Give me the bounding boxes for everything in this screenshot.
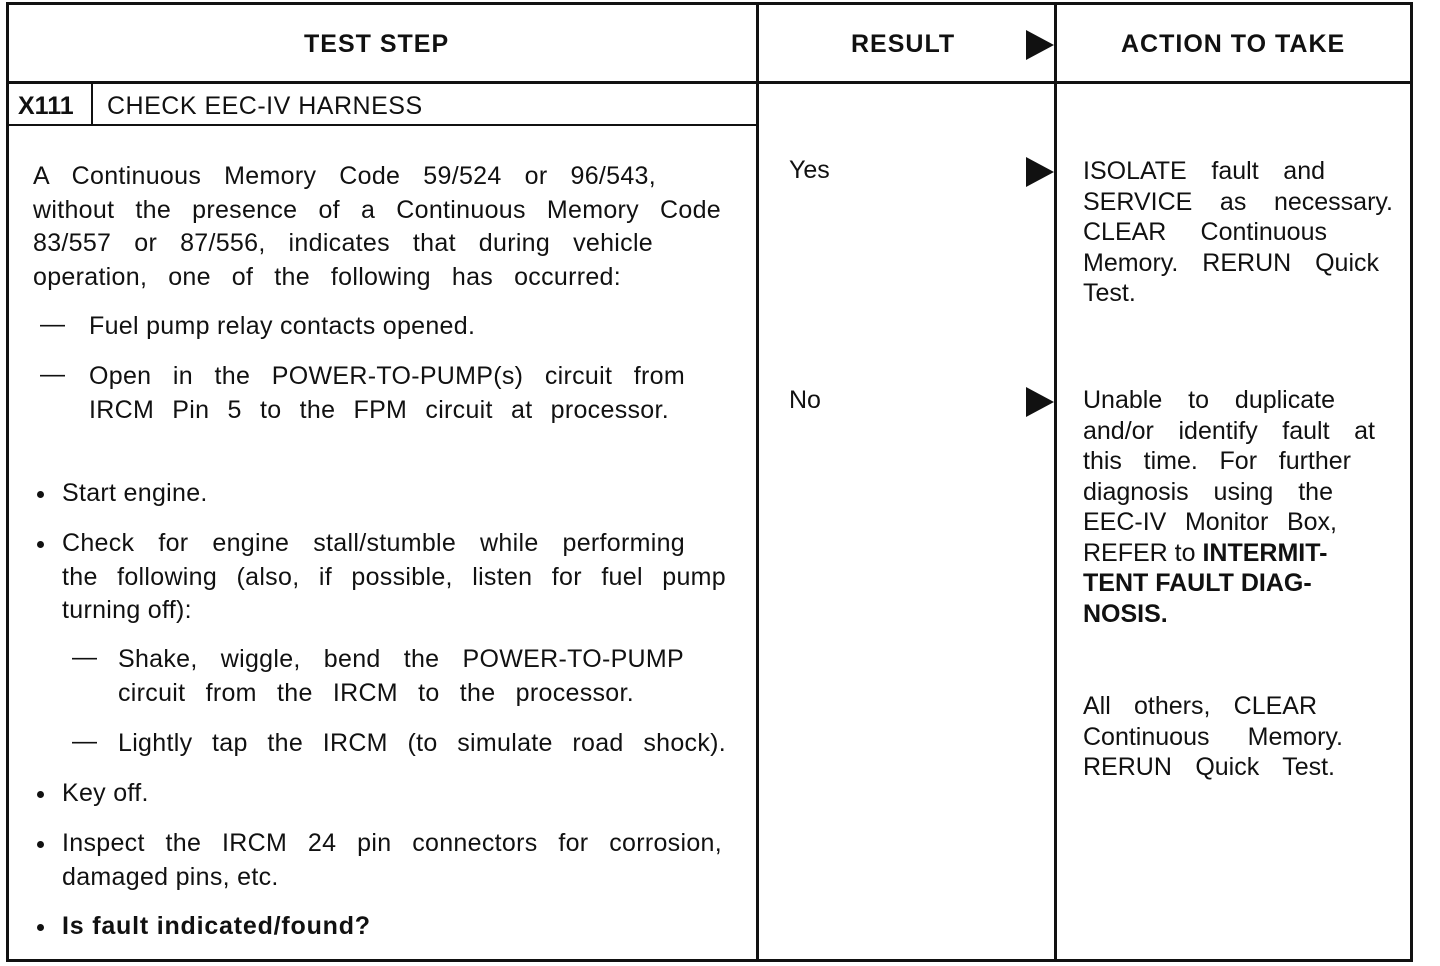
- intro-line: operation, one of the following has occurred:: [33, 262, 621, 291]
- step-start-engine: Start engine.: [62, 479, 208, 507]
- action-no: [1083, 385, 1393, 629]
- action-others: [1083, 691, 1393, 783]
- action-others-line: Continuous Memory.: [1083, 722, 1343, 751]
- intro-paragraph: [33, 160, 721, 294]
- action-others-line: All others, CLEAR: [1083, 692, 1317, 720]
- step-number: X111: [18, 92, 74, 120]
- action-no-bold-line: NOSIS.: [1083, 599, 1168, 628]
- substep-line: circuit from the IRCM to the processor.: [118, 678, 634, 707]
- step-key-off: Key off.: [62, 779, 149, 807]
- step-title-underline: [6, 124, 758, 126]
- dash-marker: —: [72, 643, 97, 671]
- action-no-line: EEC-IV Monitor Box,: [1083, 508, 1337, 536]
- action-no-refer-bold: INTERMIT-: [1202, 538, 1328, 567]
- action-no-bold-line: TENT FAULT DIAG-: [1083, 569, 1312, 597]
- result-yes-arrow-icon: [1026, 157, 1054, 187]
- bullet-icon: [37, 924, 44, 931]
- condition-line: Open in the POWER-TO-PUMP(s) circuit from: [89, 362, 685, 390]
- action-yes: [1083, 156, 1393, 309]
- check-line: turning off):: [62, 596, 192, 624]
- result-no: No: [789, 386, 821, 414]
- result-no-arrow-icon: [1026, 387, 1054, 417]
- result-yes: Yes: [789, 156, 830, 184]
- header-result: RESULT: [851, 30, 956, 58]
- condition-relay: Fuel pump relay contacts opened.: [89, 312, 476, 340]
- dash-marker: —: [40, 310, 65, 338]
- substep-line: Shake, wiggle, bend the POWER-TO-PUMP: [118, 645, 684, 673]
- condition-line: IRCM Pin 5 to the FPM circuit at processor.: [89, 395, 669, 424]
- check-line: the following (also, if possible, listen for fuel pump: [62, 562, 726, 591]
- bullet-icon: [37, 791, 44, 798]
- action-no-line: diagnosis using the: [1083, 477, 1333, 506]
- action-no-line: Unable to duplicate: [1083, 386, 1335, 414]
- condition-open-circuit: [89, 360, 685, 427]
- action-yes-line: Memory. RERUN Quick: [1083, 248, 1379, 277]
- bullet-icon: [37, 541, 44, 548]
- substep-tap-ircm: Lightly tap the IRCM (to simulate road shock).: [118, 729, 726, 757]
- step-number-divider: [91, 84, 93, 125]
- action-no-refer-text: REFER to: [1083, 538, 1203, 567]
- step-question: Is fault indicated/found?: [62, 912, 371, 940]
- header-arrow-icon: [1026, 30, 1054, 60]
- action-yes-line: ISOLATE fault and: [1083, 157, 1325, 185]
- inspect-line: damaged pins, etc.: [62, 862, 279, 891]
- intro-line: 83/557 or 87/556, indicates that during vehicle: [33, 229, 653, 257]
- bullet-icon: [37, 491, 44, 498]
- action-no-line: this time. For further: [1083, 447, 1351, 475]
- action-yes-line: SERVICE as necessary.: [1083, 187, 1393, 216]
- intro-line: A Continuous Memory Code 59/524 or 96/543,: [33, 162, 656, 190]
- column-divider-action: [1054, 2, 1057, 962]
- step-inspect-connectors: [62, 827, 722, 894]
- action-yes-line: Test.: [1083, 279, 1136, 307]
- action-others-line: RERUN Quick Test.: [1083, 753, 1335, 781]
- inspect-line: Inspect the IRCM 24 pin connectors for corrosion,: [62, 829, 722, 857]
- action-yes-line: CLEAR Continuous: [1083, 218, 1327, 246]
- step-check-stall: [62, 527, 726, 628]
- column-divider-result: [756, 2, 759, 962]
- substep-shake-wiggle: [118, 643, 684, 710]
- step-title: CHECK EEC-IV HARNESS: [107, 92, 423, 120]
- check-line: Check for engine stall/stumble while performing: [62, 529, 685, 557]
- dash-marker: —: [72, 727, 97, 755]
- action-no-refer-line: [1083, 538, 1393, 569]
- bullet-icon: [37, 841, 44, 848]
- header-test-step: TEST STEP: [304, 30, 450, 58]
- intro-line: without the presence of a Continuous Memory Code: [33, 195, 721, 224]
- header-divider: [6, 81, 1413, 84]
- action-no-line: and/or identify fault at: [1083, 416, 1375, 445]
- dash-marker: —: [40, 360, 65, 388]
- header-action-to-take: ACTION TO TAKE: [1121, 30, 1346, 58]
